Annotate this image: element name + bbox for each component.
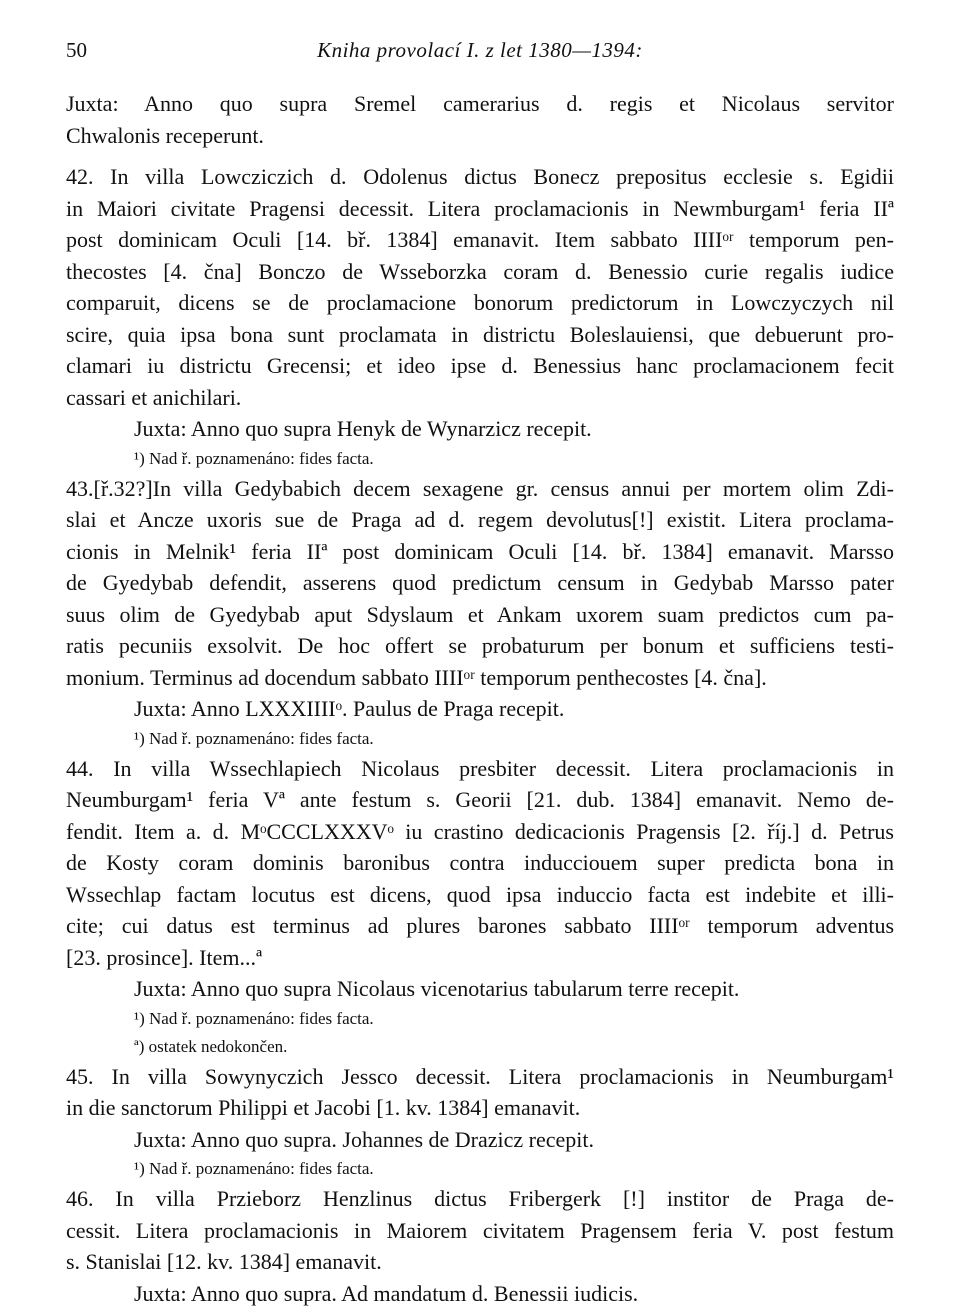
- text-line: clamari iu districtu Grecensi; et ideo ipse d. Benessius hanc proclamacionem fecit: [66, 350, 894, 382]
- running-title: Kniha provolací I. z let 1380—1394:: [66, 38, 894, 63]
- text-line: in Maiori civitate Pragensi decessit. Litera proclamacionis in Newmburgam¹ feria IIª: [66, 193, 894, 225]
- text-line: comparuit, dicens se de proclamacione bonorum predictorum in Lowczyczych nil: [66, 287, 894, 319]
- text-line: 46. In villa Przieborz Henzlinus dictus Fribergerk [!] institor de Praga de-: [66, 1183, 894, 1215]
- juxta-note: Juxta: Anno LXXXIIIIᵒ. Paulus de Praga recepit.: [66, 693, 894, 725]
- text-line: cassari et anichilari.: [66, 382, 894, 414]
- text-line: 45. In villa Sowynyczich Jessco decessit. Litera proclamacionis in Neumburgam¹: [66, 1061, 894, 1093]
- text-line: fendit. Item a. d. MᵒCCCLXXXVᵒ iu crastino dedicacionis Pragensis [2. říj.] d. Petrus: [66, 816, 894, 848]
- text-line: Neumburgam¹ feria Vª ante festum s. Georii [21. dub. 1384] emanavit. Nemo de-: [66, 784, 894, 816]
- text-line: post dominicam Oculi [14. bř. 1384] emanavit. Item sabbato IIIIᵒʳ temporum pen-: [66, 224, 894, 256]
- footnote: ¹) Nad ř. poznamenáno: fides facta.: [66, 1005, 894, 1033]
- document-body: [66, 88, 894, 1309]
- text-line: 43.[ř.32?]In villa Gedybabich decem sexagene gr. census annui per mortem olim Zdi-: [66, 473, 894, 505]
- footnote: ¹) Nad ř. poznamenáno: fides facta.: [66, 445, 894, 473]
- text-line: in die sanctorum Philippi et Jacobi [1. kv. 1384] emanavit.: [66, 1092, 894, 1124]
- text-line: slai et Ancze uxoris sue de Praga ad d. regem devolutus[!] existit. Litera proclama-: [66, 504, 894, 536]
- text-line: cionis in Melnik¹ feria IIª post dominicam Oculi [14. bř. 1384] emanavit. Marsso: [66, 536, 894, 568]
- page-number: 50: [66, 38, 87, 63]
- text-line: suus olim de Gyedybab aput Sdyslaum et Ankam uxorem suam predictos cum pa-: [66, 599, 894, 631]
- text-line: Wssechlap factam locutus est dicens, quod ipsa induccio facta est indebite et illi-: [66, 879, 894, 911]
- text-line: 44. In villa Wssechlapiech Nicolaus presbiter decessit. Litera proclamacionis in: [66, 753, 894, 785]
- text-line: scire, quia ipsa bona sunt proclamata in districtu Boleslauiensi, que debuerunt pro-: [66, 319, 894, 351]
- text-line: thecostes [4. čna] Bonczo de Wsseborzka coram d. Benessio curie regalis iudice: [66, 256, 894, 288]
- footnote: ¹) Nad ř. poznamenáno: fides facta.: [66, 1155, 894, 1183]
- juxta-note: Juxta: Anno quo supra. Johannes de Drazicz recepit.: [66, 1124, 894, 1156]
- text-line: de Gyedybab defendit, asserens quod predictum censum in Gedybab Marsso pater: [66, 567, 894, 599]
- footnote: ª) ostatek nedokončen.: [66, 1033, 894, 1061]
- text-line: 42. In villa Lowcziczich d. Odolenus dictus Bonecz prepositus ecclesie s. Egidii: [66, 161, 894, 193]
- text-line: s. Stanislai [12. kv. 1384] emanavit.: [66, 1246, 894, 1278]
- text-line: [23. prosince]. Item...ª: [66, 942, 894, 974]
- text-line: cite; cui datus est terminus ad plures barones sabbato IIIIᵒʳ temporum adventus: [66, 910, 894, 942]
- text-line: cessit. Litera proclamacionis in Maiorem civitatem Pragensem feria V. post festum: [66, 1215, 894, 1247]
- text-line: monium. Terminus ad docendum sabbato IIIIᵒʳ temporum penthecostes [4. čna].: [66, 662, 894, 694]
- page-header: [66, 38, 894, 64]
- paragraph-gap: [66, 151, 894, 161]
- juxta-note: Juxta: Anno quo supra. Ad mandatum d. Benessii iudicis.: [66, 1278, 894, 1309]
- text-line: de Kosty coram dominis baronibus contra inducciouem super predicta bona in: [66, 847, 894, 879]
- footnote: ¹) Nad ř. poznamenáno: fides facta.: [66, 725, 894, 753]
- text-line: ratis pecuniis exsolvit. De hoc offert se probaturum per bonum et sufficiens testi-: [66, 630, 894, 662]
- juxta-note: Juxta: Anno quo supra Henyk de Wynarzicz recepit.: [66, 413, 894, 445]
- juxta-note: Juxta: Anno quo supra Nicolaus vicenotarius tabularum terre recepit.: [66, 973, 894, 1005]
- text-line: Chwalonis receperunt.: [66, 120, 894, 152]
- text-line: Juxta: Anno quo supra Sremel camerarius d. regis et Nicolaus servitor: [66, 88, 894, 120]
